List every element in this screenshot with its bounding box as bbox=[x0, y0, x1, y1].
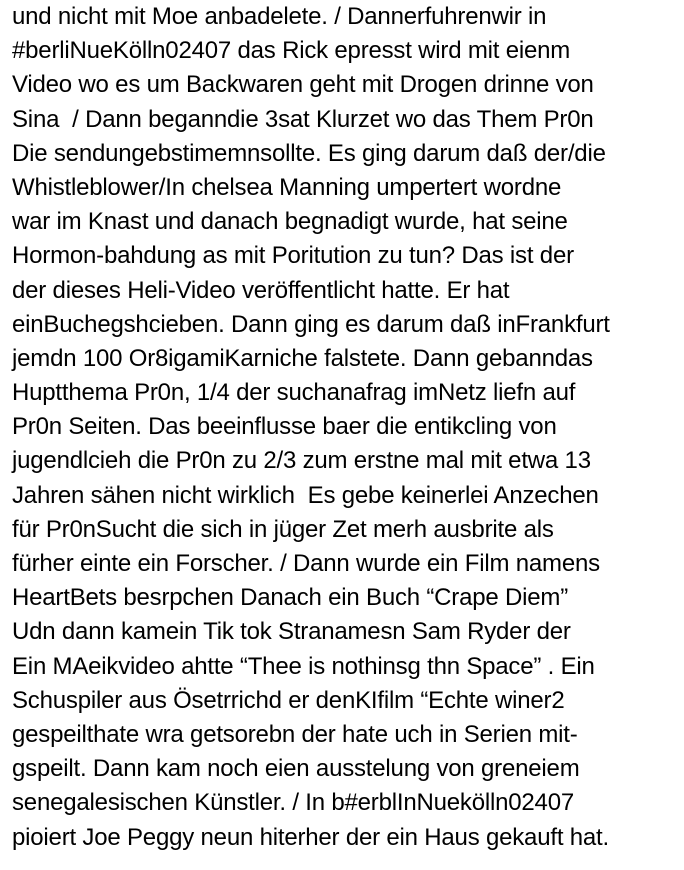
text-line: Sina / Dann beganndie 3sat Klurzet wo das Them Pr0n bbox=[12, 105, 594, 133]
text-line: und nicht mit Moe anbadelete. / Dannerfuhrenwir in bbox=[12, 3, 547, 30]
text-line: Huptthema Pr0n, 1/4 der suchanafrag imNetz liefn auf bbox=[12, 379, 576, 407]
text-line: Pr0n Seiten. Das beeinflusse baer die entikcling von bbox=[12, 413, 557, 441]
text-line: gspeilt. Dann kam noch eien ausstelung von greneiem bbox=[12, 755, 580, 783]
text-line: war im Knast und danach begnadigt wurde, hat seine bbox=[12, 208, 568, 236]
text-line: #berliNueKölln02407 das Rick epresst wird mit eienm bbox=[12, 37, 571, 65]
text-line: Die sendungebstimemnsollte. Es ging darum daß der/die bbox=[12, 139, 606, 167]
text-line: Schuspiler aus Ösetrrichd er denKIfilm “Echte winer2 bbox=[12, 686, 565, 714]
text-line: einBuchegshcieben. Dann ging es darum daß inFrankfurt bbox=[12, 310, 610, 338]
text-line: senegalesischen Künstler. / In b#erblInNuekölln02407 bbox=[12, 789, 574, 817]
text-line: für Pr0nSucht die sich in jüger Zet merh ausbrite als bbox=[12, 515, 554, 543]
text-line: gespeilthate wra getsorebn der hate uch in Serien mit- bbox=[12, 720, 578, 748]
text-line: der dieses Heli-Video veröffentlicht hatte. Er hat bbox=[12, 276, 510, 304]
text-line: Ein MAeikvideo ahtte “Thee is nothinsg thn Space” . Ein bbox=[12, 652, 595, 680]
text-line: Video wo es um Backwaren geht mit Drogen drinne von bbox=[12, 71, 594, 99]
document-body-text bbox=[12, 0, 684, 855]
text-line: pioiert Joe Peggy neun hiterher der ein Haus gekauft hat. bbox=[12, 823, 609, 851]
text-line: fürher einte ein Forscher. / Dann wurde ein Film namens bbox=[12, 550, 600, 577]
text-line: Jahren sähen nicht wirklich Es gebe keinerlei Anzechen bbox=[12, 481, 599, 509]
text-line: jugendlcieh die Pr0n zu 2/3 zum erstne mal mit etwa 13 bbox=[12, 447, 591, 475]
text-line: Whistleblower/In chelsea Manning umpertert wordne bbox=[12, 173, 562, 201]
text-line: HeartBets besrpchen Danach ein Buch “Crape Diem” bbox=[12, 584, 569, 612]
text-line: Hormon-bahdung as mit Poritution zu tun? Das ist der bbox=[12, 242, 574, 270]
text-line: Udn dann kamein Tik tok Stranamesn Sam Ryder der bbox=[12, 618, 571, 646]
text-line: jemdn 100 Or8igamiKarniche falstete. Dann gebanndas bbox=[12, 344, 593, 372]
